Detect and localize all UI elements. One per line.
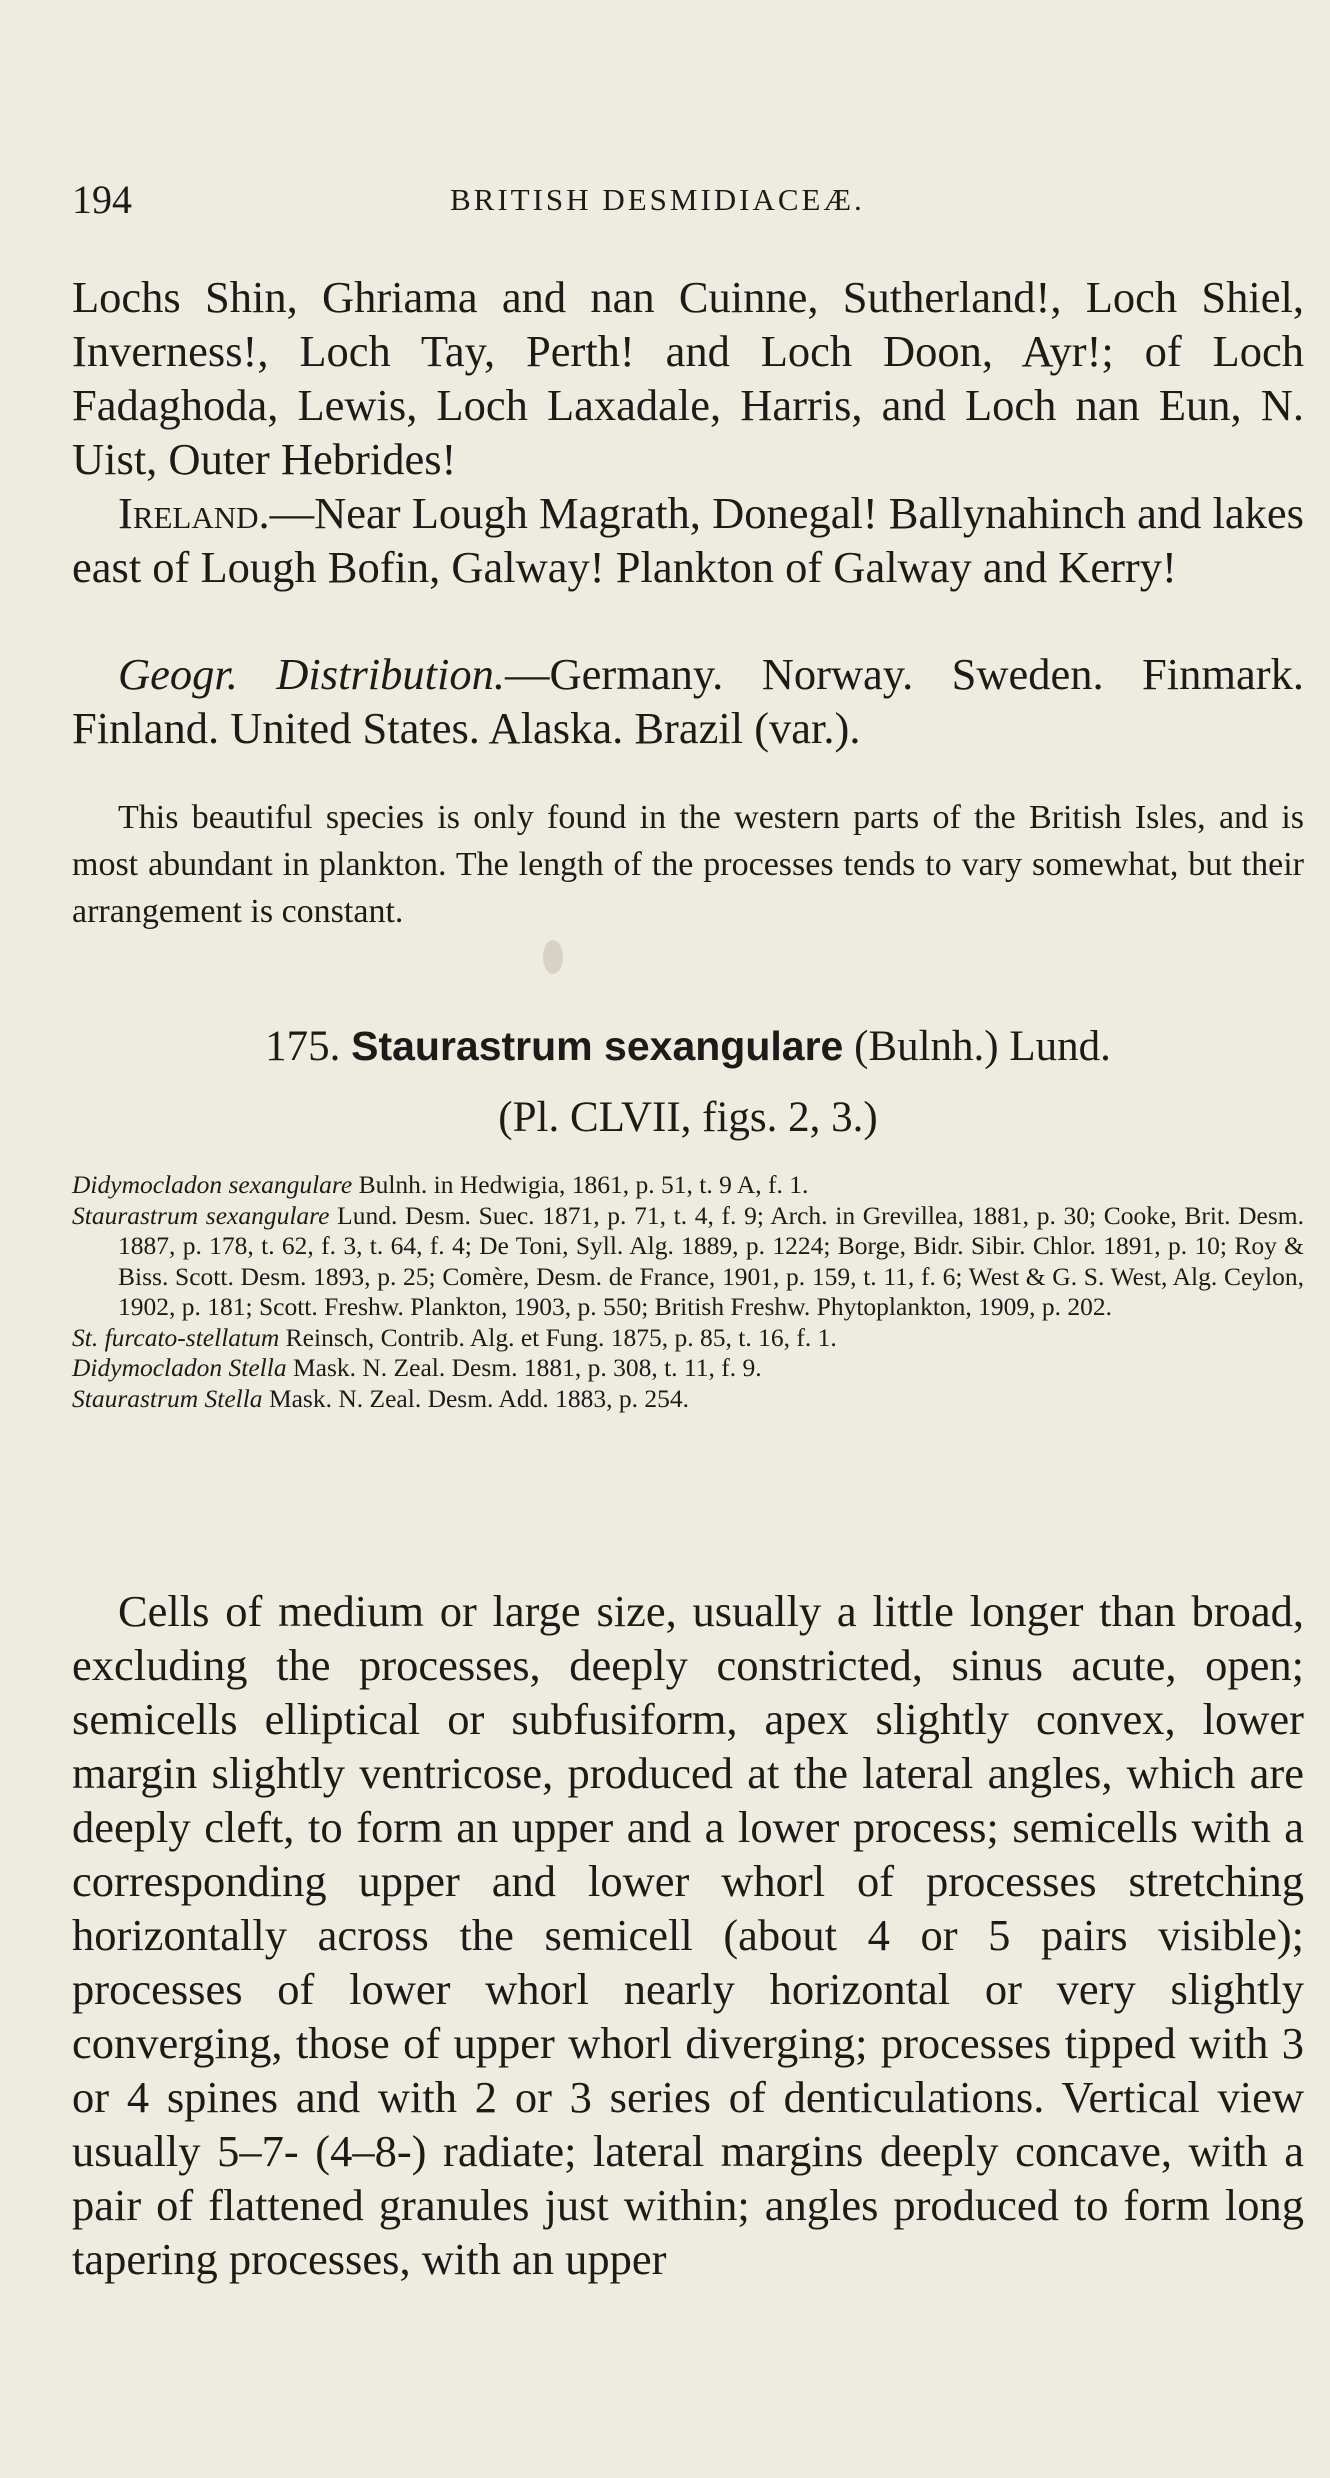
ireland-localities	[72, 486, 1304, 594]
species-note: This beautiful species is only found in the western parts of the British Isles, and is most abundant in plankton. The length of the processes tends to vary somewhat, but their arrangement is constant.	[72, 799, 1304, 930]
synonym-entry	[72, 1384, 1304, 1415]
running-title: BRITISH DESMIDIACEÆ.	[450, 182, 865, 217]
species-name: Staurastrum sexangulare	[351, 1023, 844, 1069]
synonymy-list	[72, 1170, 1304, 1414]
page-number: 194	[72, 177, 132, 222]
synonym-reference: Mask. N. Zeal. Desm. Add. 1883, p. 254.	[262, 1383, 689, 1413]
synonym-name: Didymocladon sexangulare	[72, 1170, 353, 1199]
synonym-entry	[72, 1323, 1304, 1354]
ireland-text: —Near Lough Magrath, Donegal! Ballynahinch and lakes east of Lough Bofin, Galway! Plankton of Galway and Kerry!	[72, 488, 1304, 592]
species-authority: (Bulnh.) Lund.	[854, 1023, 1111, 1070]
synonym-entry	[72, 1353, 1304, 1384]
synonym-name: Staurastrum Stella	[72, 1383, 263, 1413]
distribution-label: Geogr. Distribution.	[118, 649, 505, 699]
ireland-label: Ireland.	[118, 488, 270, 538]
species-description: Cells of medium or large size, usually a little longer than broad, excluding the processes, deeply constricted, sinus acute, open; semicells elliptical or subfusiform, apex slightly convex, lower margin slightly ventricose, produced at the lateral angles, which are deeply cleft, to form an upper and a lower process; semicells with a corresponding upper and lower whorl of processes stretching horizontally across the semicell (about 4 or 5 pairs visible); processes of lower whorl nearly horizontal or very slightly converging, those of upper whorl diverging; processes tipped with 3 or 4 spines and with 2 or 3 series of denticulations. Vertical view usually 5–7- (4–8-) radiate; lateral margins deeply concave, with a pair of flattened granules just within; angles produced to form long tapering processes, with an upper	[72, 1586, 1304, 2284]
synonym-name: Staurastrum sexangulare	[72, 1200, 330, 1230]
synonym-reference: Bulnh. in Hedwigia, 1861, p. 51, t. 9 A, f. 1.	[352, 1170, 809, 1199]
synonym-entry	[72, 1201, 1304, 1323]
synonym-name: Didymocladon Stella	[72, 1353, 287, 1382]
paper-blemish	[543, 940, 563, 974]
localities-continuation: Lochs Shin, Ghriama and nan Cuinne, Sutherland!, Loch Shiel, Inverness!, Loch Tay, Perth! and Loch Doon, Ayr!; of Loch Fadaghoda, Lewis, Loch Laxadale, Harris, and Loch nan Eun, N. Uist, Outer Hebrides!	[72, 272, 1304, 484]
synonym-reference: Lund. Desm. Suec. 1871, p. 71, t. 4, f. 9; Arch. in Grevillea, 1881, p. 30; Cooke, Brit. Desm. 1887, p. 178, t. 62, f. 3, t. 64, f. 4; De Toni, Syll. Alg. 1889, p. 1224; Borge, Bidr. Sibir. Chlor. 1891, p. 10; Roy & Biss. Scott. Desm. 1893, p. 25; Comère, Desm. de France, 1901, p. 159, t. 11, f. 6; West & G. S. West, Alg. Ceylon, 1902, p. 181; Scott. Freshw. Plankton, 1903, p. 550; British Freshw. Phytoplankton, 1909, p. 202.	[118, 1200, 1305, 1321]
synonym-name: St. furcato-stellatum	[72, 1322, 280, 1352]
geographic-distribution	[72, 647, 1304, 755]
synonym-reference: Mask. N. Zeal. Desm. 1881, p. 308, t. 11, f. 9.	[286, 1353, 762, 1382]
species-number: 175.	[265, 1023, 341, 1070]
species-heading	[72, 1022, 1304, 1071]
distribution-text: —Germany. Norway. Sweden. Finmark. Finland. United States. Alaska. Brazil (var.).	[72, 649, 1304, 753]
synonym-entry	[72, 1170, 1304, 1201]
running-head	[72, 176, 1304, 226]
plate-reference: (Pl. CLVII, figs. 2, 3.)	[498, 1094, 878, 1141]
synonym-reference: Reinsch, Contrib. Alg. et Fung. 1875, p. 85, t. 16, f. 1.	[279, 1322, 837, 1352]
